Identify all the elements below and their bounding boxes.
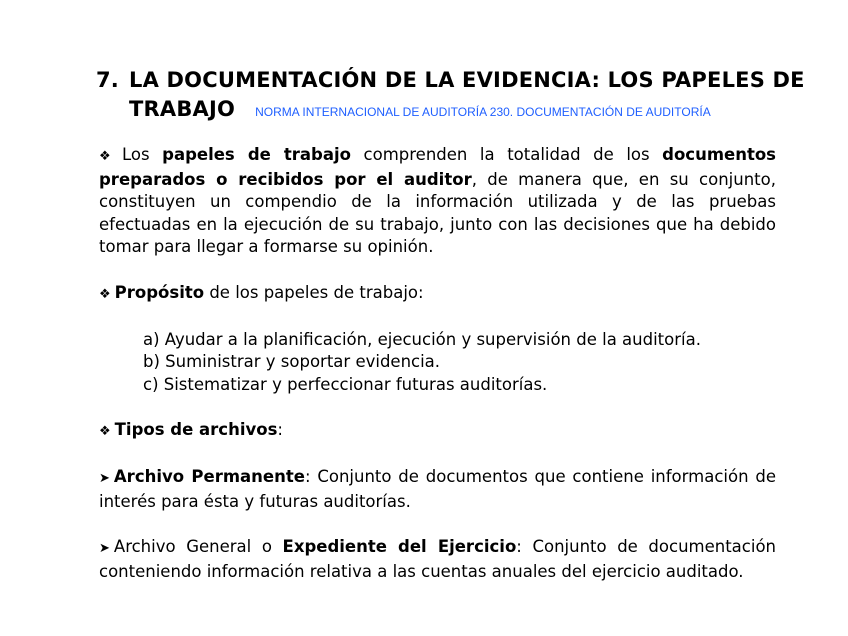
- spacer: [99, 444, 776, 467]
- title-text-1: LA DOCUMENTACIÓN DE LA EVIDENCIA: LOS PAPELES DE: [129, 68, 805, 92]
- paragraph-general: [99, 536, 776, 583]
- spacer: [99, 259, 776, 282]
- slide-body: [99, 144, 776, 583]
- p1-bold-1: papeles de trabajo: [162, 145, 351, 164]
- spacer: [99, 397, 776, 420]
- tipos-bold: Tipos de archivos: [114, 420, 278, 440]
- title-text-2: TRABAJO: [129, 97, 236, 121]
- arrow-bullet-icon: ➤: [99, 541, 110, 557]
- general-text-2: : Conjunto de documentación conteniendo información relativa a las cuentas anuales del ejercicio auditado.: [99, 537, 776, 581]
- spacer: [99, 306, 776, 329]
- list-item: a) Ayudar a la planificación, ejecución y supervisión de la auditoría.: [143, 329, 701, 349]
- title-line-2: [96, 95, 816, 127]
- p1-text-3: , de manera que, en su conjunto, constituyen un compendio de la información utilizada y de las pruebas efectuadas en la ejecución de su trabajo, junto con las decisiones que ha debido tomar para llegar a formarse su opinión.: [99, 169, 776, 257]
- list-item: c) Sistematizar y perfeccionar futuras auditorías.: [143, 374, 548, 394]
- spacer: [99, 514, 776, 537]
- paragraph-permanente: [99, 466, 776, 513]
- diamond-bullet-icon: ❖: [99, 286, 111, 302]
- tipos-colon: :: [277, 420, 283, 440]
- title-line-1: [96, 66, 816, 95]
- tipos-heading: [99, 419, 776, 444]
- permanente-text: : Conjunto de documentos que contiene información de interés para ésta y futuras auditorías.: [99, 467, 776, 511]
- arrow-bullet-icon: ➤: [99, 471, 110, 487]
- paragraph-papeles: [99, 144, 776, 259]
- proposito-list: [99, 329, 776, 397]
- list-item: b) Suministrar y soportar evidencia.: [143, 352, 441, 372]
- general-text-1: Archivo General o: [113, 537, 283, 557]
- proposito-heading: [99, 282, 776, 307]
- proposito-bold: Propósito: [114, 282, 205, 302]
- permanente-bold: Archivo Permanente: [113, 467, 305, 487]
- diamond-bullet-icon: ❖: [99, 424, 111, 440]
- p1-bold-2: documentos preparados o recibidos por el auditor: [99, 145, 777, 189]
- p1-text-1: Los: [121, 145, 163, 164]
- diamond-bullet-icon: ❖: [99, 149, 118, 164]
- slide-title: [96, 66, 816, 127]
- proposito-text: de los papeles de trabajo:: [204, 282, 424, 302]
- section-number: 7.: [96, 68, 119, 92]
- general-bold: Expediente del Ejercicio: [282, 537, 517, 557]
- p1-text-2: comprenden la totalidad de los: [350, 145, 663, 164]
- norma-reference: NORMA INTERNACIONAL DE AUDITORÍA 230. DOCUMENTACIÓN DE AUDITORÍA: [255, 105, 711, 119]
